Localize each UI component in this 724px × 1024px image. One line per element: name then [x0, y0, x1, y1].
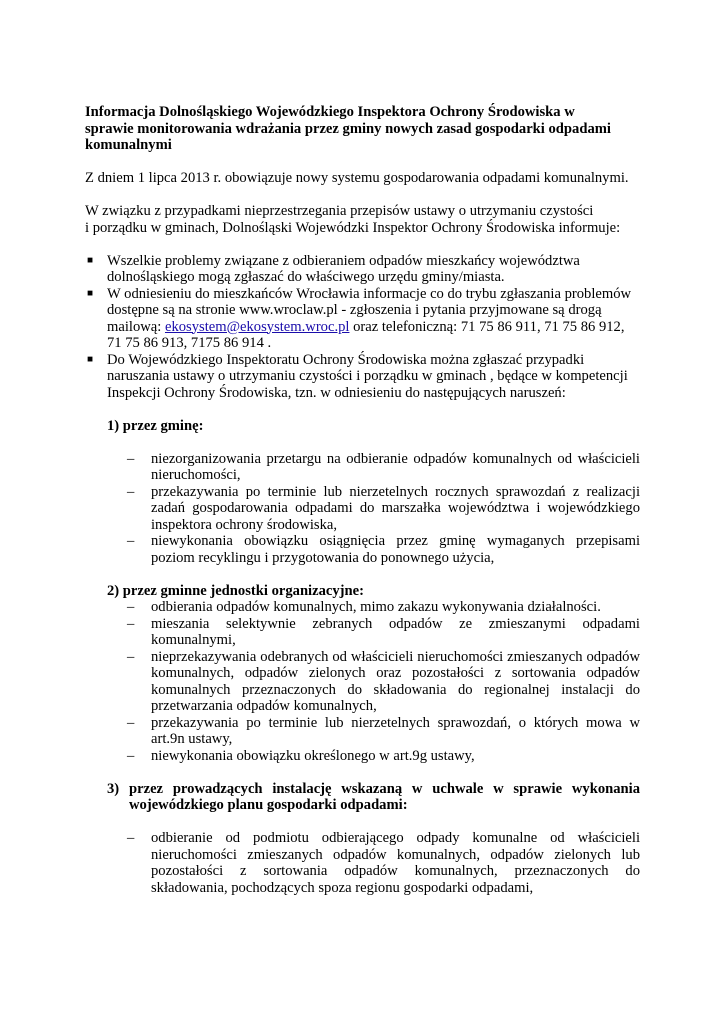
list-item-text: niezorganizowania przetargu na odbieranie odpadów komunalnych od właścicieli nieruchomości, — [151, 450, 640, 483]
list-item-text: niewykonania obowiązku określonego w art.9g ustawy, — [151, 747, 475, 764]
section-3-heading — [85, 781, 640, 814]
dash-bullet-icon: – — [127, 599, 135, 615]
dash-bullet-icon: – — [127, 615, 135, 632]
dash-bullet-icon: – — [127, 830, 135, 846]
document-title: Informacja Dolnośląskiego Wojewódzkiego Inspektora Ochrony Środowiska w sprawie monitorowania wdrażania przez gminy nowych zasad gospodarki odpadami komunalnymi — [85, 104, 611, 153]
square-bullet-icon: ■ — [87, 254, 94, 266]
bullet-text: W odniesieniu do mieszkańców Wrocławia informacje co do trybu zgłaszania problemów dostępne są na stronie www.wroclaw.pl - zgłoszenia i pytania przyjmowane są drogą mailową: — [107, 285, 632, 335]
list-item — [127, 830, 640, 896]
list-item — [127, 451, 640, 484]
dash-bullet-icon: – — [127, 450, 135, 467]
section-3-list — [85, 830, 640, 896]
list-item-text: nieprzekazywania odebranych od właścicieli nieruchomości zmieszanych odpadów komunalnych, odpadów zielonych oraz pozostałości z sortowania odpadów komunalnych przeznaczonych do składowania do regionalnej instalacji do przetwarzania odpadów komunalnych, — [151, 648, 640, 714]
bullet-item — [85, 286, 640, 352]
section-1-list — [85, 451, 640, 567]
section-2-heading: 2) przez gminne jednostki organizacyjne: — [107, 582, 364, 599]
dash-bullet-icon: – — [127, 533, 135, 549]
bullet-text: Do Wojewódzkiego Inspektoratu Ochrony Środowiska można zgłaszać przypadki naruszania ustawy o utrzymaniu czystości i porządku w gminach , będące w kompetencji Inspekcji Ochrony Środowiska, tzn. w odniesieniu do następujących naruszeń: — [107, 351, 628, 401]
dash-bullet-icon: – — [127, 747, 135, 764]
list-item — [127, 748, 640, 765]
list-item — [127, 616, 640, 649]
section-3-heading-text: przez prowadzących instalację wskazaną w uchwale w sprawie wykonania wojewódzkiego planu gospodarki odpadami: — [129, 780, 640, 813]
list-item — [127, 484, 640, 534]
list-item-text: niewykonania obowiązku osiągnięcia przez gminę wymaganych przepisami poziom recyklingu i przygotowania do ponownego użycia, — [151, 533, 640, 566]
intro-paragraph-2 — [85, 203, 640, 236]
dash-bullet-icon: – — [127, 483, 135, 500]
list-item — [127, 533, 640, 566]
dash-bullet-icon: – — [127, 648, 135, 665]
square-bullet-icon: ■ — [87, 353, 94, 365]
bullet-item — [85, 253, 640, 286]
section-1-heading: 1) przez gminę: — [107, 417, 204, 434]
list-item-text: przekazywania po terminie lub nierzetelnych sprawozdań, o których mowa w art.9n ustawy, — [151, 714, 640, 747]
intro-paragraph-1: Z dniem 1 lipca 2013 r. obowiązuje nowy systemu gospodarowania odpadami komunalnymi. — [85, 170, 629, 186]
section-3-number: 3) — [107, 780, 120, 797]
bullet-text: oraz telefoniczną: 71 75 86 911, 71 75 86 912, 71 75 86 913, 7175 86 914 . — [107, 318, 625, 351]
document-page — [85, 104, 640, 896]
list-item-text: mieszania selektywnie zebranych odpadów ze zmieszanymi odpadami komunalnymi, — [151, 615, 640, 648]
list-item-text: odbieranie od podmiotu odbierającego odpady komunalne od właścicieli nieruchomości zmieszanych odpadów komunalnych, odpadów zielonych lub pozostałości z sortowania odpadów komunalnych, przeznaczonych do składowania, pochodzących spoza regionu gospodarki odpadami, — [151, 830, 640, 896]
list-item — [127, 649, 640, 715]
bullet-list — [85, 253, 640, 402]
bullet-item — [85, 352, 640, 402]
list-item-text: odbierania odpadów komunalnych, mimo zakazu wykonywania działalności. — [151, 599, 601, 615]
email-link[interactable]: ekosystem@ekosystem.wroc.pl — [164, 318, 350, 335]
list-item-text: przekazywania po terminie lub nierzetelnych rocznych sprawozdań z realizacji zadań gospodarowania odpadami do marszałka województwa i wojewódzkiego inspektora ochrony środowiska, — [151, 483, 640, 533]
intro-line: i porządku w gminach, Dolnośląski Wojewódzki Inspektor Ochrony Środowiska informuje: — [85, 219, 621, 236]
section-2-list — [85, 599, 640, 764]
bullet-text: Wszelkie problemy związane z odbieraniem odpadów mieszkańcy województwa dolnośląskiego mogą zgłaszać do właściwego urzędu gminy/miasta. — [107, 252, 580, 285]
list-item — [127, 599, 640, 616]
square-bullet-icon: ■ — [87, 287, 94, 299]
dash-bullet-icon: – — [127, 714, 135, 731]
intro-line: W związku z przypadkami nieprzestrzegania przepisów ustawy o utrzymaniu czystości — [85, 203, 594, 219]
list-item — [127, 715, 640, 748]
